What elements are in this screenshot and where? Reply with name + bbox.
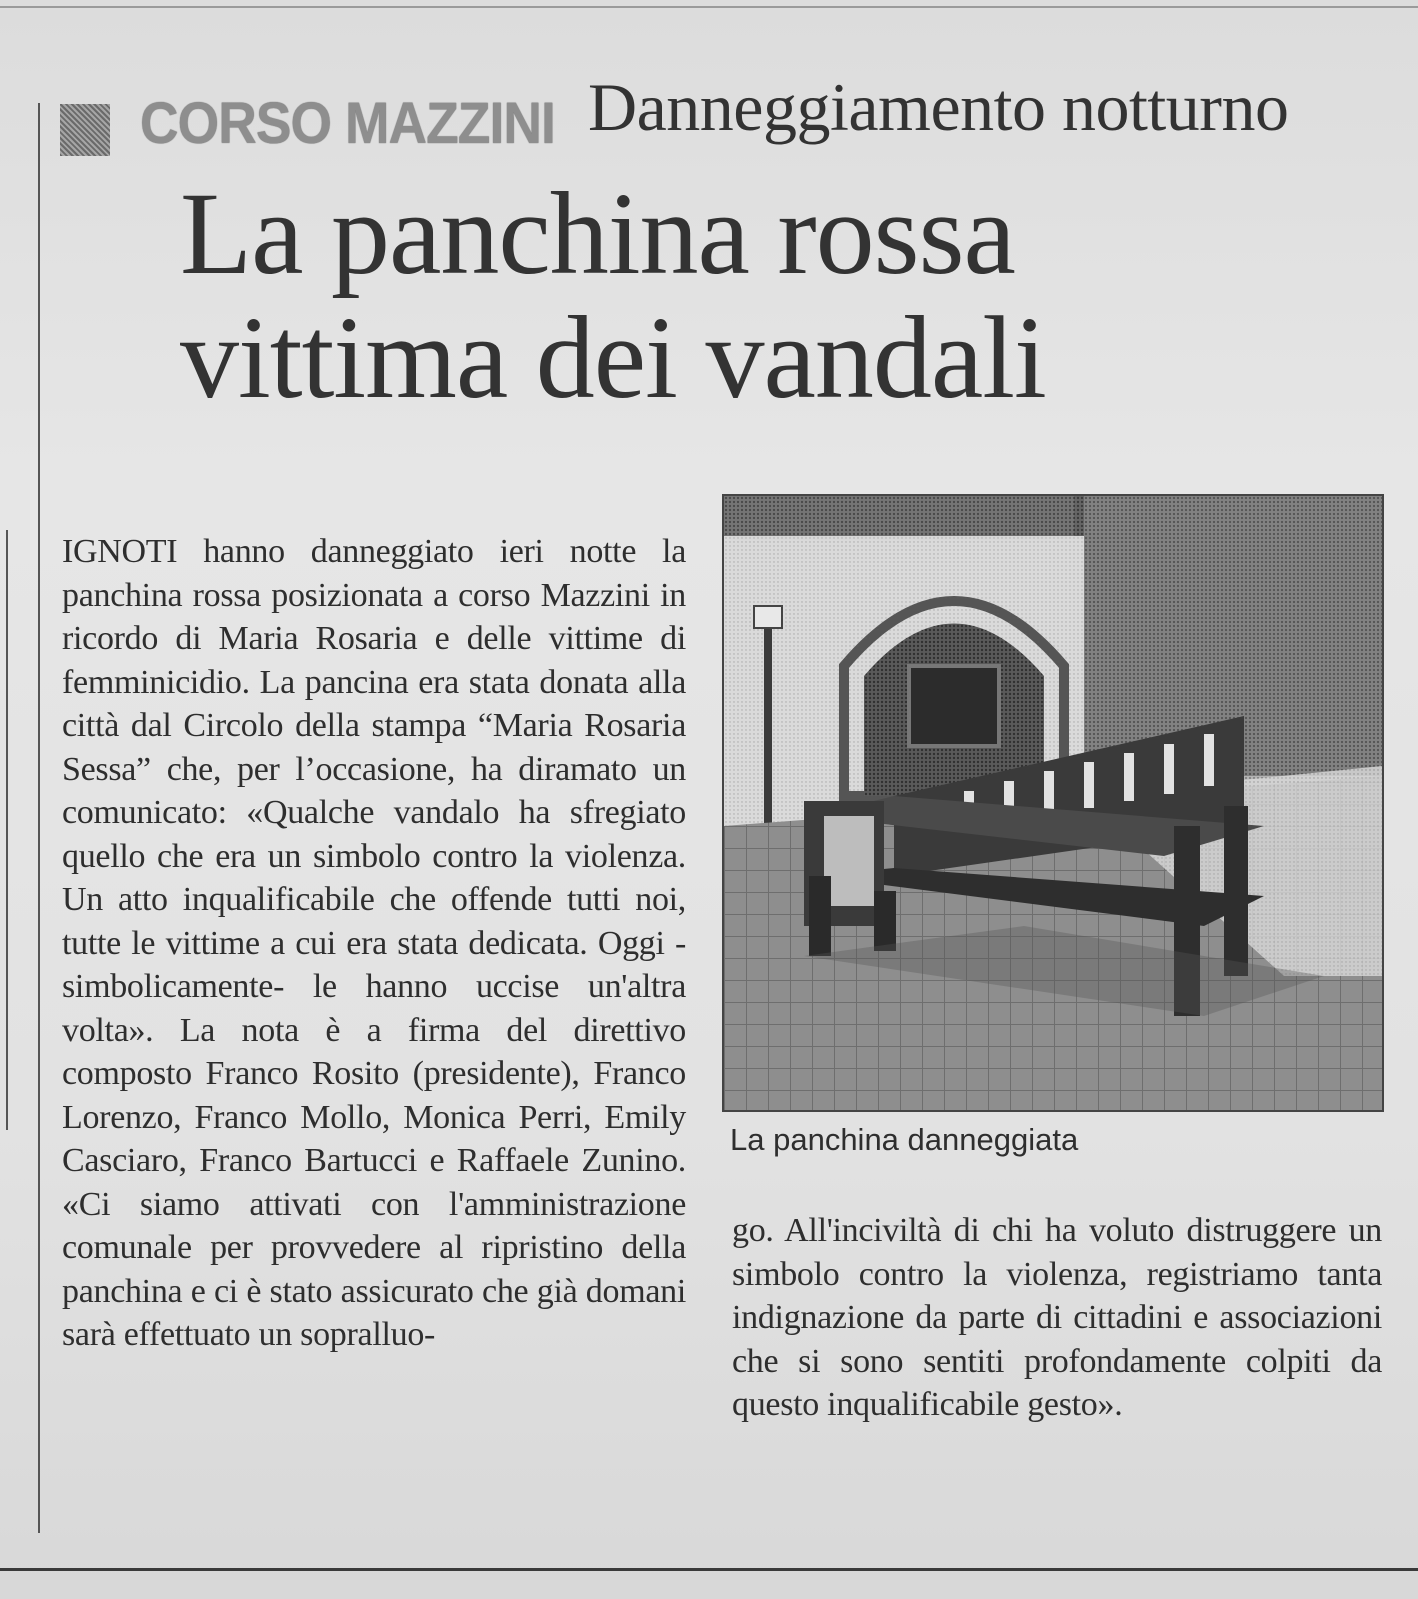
headline (180, 168, 1320, 423)
previous-column-edge (0, 530, 8, 1130)
bottom-rule (0, 1568, 1418, 1571)
photo-caption: La panchina danneggiata (730, 1122, 1079, 1157)
article-photo (722, 494, 1384, 1112)
top-rule (0, 6, 1418, 8)
article-body-right-column: go. All'inciviltà di chi ha voluto distruggere un simbolo contro la violenza, registriamo tanta indignazione da parte di cittadini e associazioni che si sono sentiti profondamente colpiti da questo inqualificabile gesto». (732, 1212, 1382, 1423)
kicker-square-icon (60, 104, 110, 156)
kicker-topic: CORSO MAZZINI (140, 91, 555, 156)
bench-photo-illustration (724, 496, 1382, 1110)
headline-line-2: vittima dei vandali (180, 292, 1046, 423)
headline-line-1: La panchina rossa (180, 168, 1015, 299)
kicker-subtitle: Danneggiamento notturno (588, 69, 1289, 145)
column-rule (38, 103, 40, 1533)
article-body-left-column: IGNOTI hanno danneggiato ieri notte la panchina rossa posizionata a corso Mazzini in ricordo di Maria Rosaria e delle vittime di femminicidio. La pancina era stata donata alla città dal Circolo della stampa “Maria Rosaria Sessa” che, per l’occasione, ha diramato un comunicato: «Qualche vandalo ha sfregiato quello che era un simbolo contro la violenza. Un atto inqualificabile che offende tutti noi, tutte le vittime a cui era stata dedicata. Oggi - simbolicamente- le hanno uccise un'altra volta». La nota è a firma del direttivo composto Franco Rosito (presidente), Franco Lorenzo, Franco Mollo, Monica Perri, Emily Casciaro, Franco Bartucci e Raffaele Zunino. «Ci siamo attivati con l'amministrazione comunale per provvedere al ripristino della panchina e ci è stato assicurato che già domani sarà effettuato un sopralluo- (62, 533, 686, 1353)
